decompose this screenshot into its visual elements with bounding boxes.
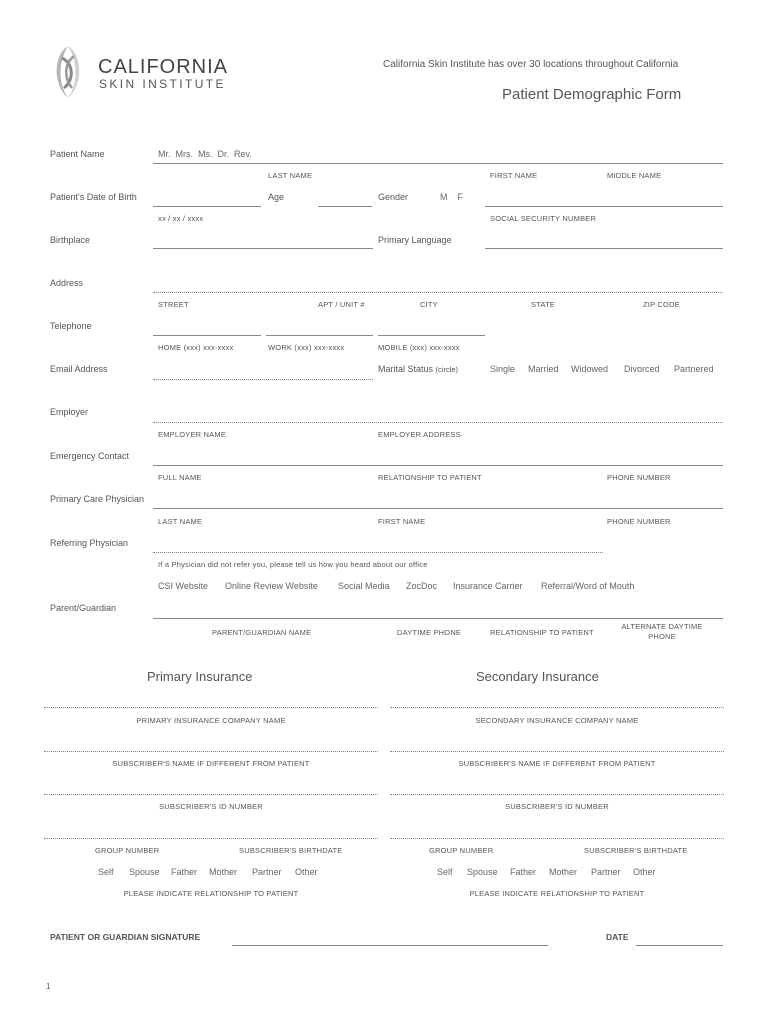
marital-label-text: Marital Status [378,364,434,374]
full-name-caption: FULL NAME [158,473,202,482]
ssn-line[interactable] [485,206,723,207]
page-number: 1 [46,982,51,991]
pcp-phone-caption: PHONE NUMBER [607,517,671,526]
emergency-line[interactable] [153,465,723,466]
pcp-line[interactable] [153,508,723,509]
alt-phone-caption-line1: ALTERNATE DAYTIME [621,622,703,631]
language-label: Primary Language [378,235,452,245]
marital-single[interactable]: Single [490,364,516,374]
secondary-insurance-title: Secondary Insurance [476,669,599,684]
zip-caption: ZIP CODE [643,300,680,309]
referral-online-review[interactable]: Online Review Website [225,581,318,591]
signature-label: PATIENT OR GUARDIAN SIGNATURE [50,932,201,942]
alt-phone-caption [612,622,712,642]
language-line[interactable] [485,248,723,249]
city-caption: CITY [420,300,438,309]
secondary-relation-mother[interactable]: Mother [549,867,578,877]
referral-social-media[interactable]: Social Media [338,581,390,591]
street-caption: STREET [158,300,189,309]
work-phone-caption: WORK (xxx) xxx-xxxx [268,343,345,352]
mobile-phone-line[interactable] [378,335,485,336]
date-line[interactable] [636,945,723,946]
pcp-last-caption: LAST NAME [158,517,203,526]
alt-phone-caption-line2: PHONE [648,632,676,641]
secondary-relation-father[interactable]: Father [510,867,537,877]
patient-name-label: Patient Name [50,149,105,159]
primary-subscriber-name-caption: SUBSCRIBER'S NAME IF DIFFERENT FROM PATIENT [112,759,310,768]
secondary-birthdate-caption: SUBSCRIBER'S BIRTHDATE [584,846,688,855]
home-phone-line[interactable] [153,335,261,336]
referral-note: If a Physician did not refer you, please tell us how you heard about our office [158,560,428,569]
secondary-subscriber-id-line[interactable] [390,794,724,795]
patient-name-line[interactable] [153,163,723,164]
secondary-company-caption: SECONDARY INSURANCE COMPANY NAME [475,716,639,725]
primary-relation-other[interactable]: Other [295,867,318,877]
middle-name-caption: MIDDLE NAME [607,171,662,180]
state-caption: STATE [531,300,556,309]
brand-name: CALIFORNIA [98,56,229,78]
date-label: DATE [606,932,629,942]
address-line[interactable] [153,292,723,293]
primary-group-caption: GROUP NUMBER [95,846,160,855]
apt-caption: APT / UNIT # [318,300,365,309]
primary-relation-note: PLEASE INDICATE RELATIONSHIP TO PATIENT [123,889,299,898]
gender-label: Gender [378,192,409,202]
address-label: Address [50,278,84,288]
secondary-relation-self[interactable]: Self [437,867,453,877]
primary-group-line[interactable] [44,838,378,839]
primary-relation-father[interactable]: Father [171,867,198,877]
guardian-label: Parent/Guardian [50,603,117,613]
secondary-subscriber-name-caption: SUBSCRIBER'S NAME IF DIFFERENT FROM PATIENT [458,759,656,768]
marital-divorced[interactable]: Divorced [624,364,660,374]
birthplace-line[interactable] [153,248,373,249]
email-line[interactable] [153,379,373,380]
work-phone-line[interactable] [266,335,373,336]
guardian-relationship-caption: RELATIONSHIP TO PATIENT [490,628,594,637]
referring-line[interactable] [153,552,603,553]
first-name-caption: FIRST NAME [490,171,538,180]
primary-relation-partner[interactable]: Partner [252,867,282,877]
emergency-label: Emergency Contact [50,451,130,461]
referral-zocdoc[interactable]: ZocDoc [406,581,438,591]
referral-insurance-carrier[interactable]: Insurance Carrier [453,581,523,591]
employer-address-caption: EMPLOYER ADDRESS [378,430,461,439]
mobile-phone-caption: MOBILE (xxx) xxx-xxxx [378,343,460,352]
secondary-group-caption: GROUP NUMBER [429,846,494,855]
ssn-caption: SOCIAL SECURITY NUMBER [490,214,597,223]
primary-relation-spouse[interactable]: Spouse [129,867,160,877]
telephone-label: Telephone [50,321,92,331]
secondary-subscriber-name-line[interactable] [390,751,724,752]
home-phone-caption: HOME (xxx) xxx-xxxx [158,343,234,352]
referral-word-of-mouth[interactable]: Referral/Word of Mouth [541,581,635,591]
primary-subscriber-id-line[interactable] [44,794,378,795]
primary-insurance-title: Primary Insurance [147,669,253,684]
logo [44,44,92,100]
secondary-group-line[interactable] [390,838,724,839]
dob-line[interactable] [153,206,261,207]
marital-hint: (circle) [435,365,459,374]
marital-married[interactable]: Married [528,364,559,374]
brand-subname: SKIN INSTITUTE [99,77,226,91]
gender-options[interactable]: M F [440,192,463,202]
form-title: Patient Demographic Form [502,86,682,103]
secondary-relation-note: PLEASE INDICATE RELATIONSHIP TO PATIENT [469,889,645,898]
secondary-relation-spouse[interactable]: Spouse [467,867,498,877]
last-name-caption: LAST NAME [268,171,313,180]
primary-relation-mother[interactable]: Mother [209,867,238,877]
employer-line[interactable] [153,422,723,423]
marital-label [378,364,458,374]
secondary-subscriber-id-caption: SUBSCRIBER'S ID NUMBER [505,802,609,811]
swirl-logo-icon [44,44,92,100]
secondary-relation-partner[interactable]: Partner [591,867,621,877]
phone-number-caption: PHONE NUMBER [607,473,671,482]
title-options[interactable]: Mr. Mrs. Ms. Dr. Rev. [158,149,252,159]
primary-birthdate-caption: SUBSCRIBER'S BIRTHDATE [239,846,343,855]
primary-subscriber-name-line[interactable] [44,751,378,752]
marital-widowed[interactable]: Widowed [571,364,609,374]
employer-label: Employer [50,407,89,417]
primary-relation-self[interactable]: Self [98,867,114,877]
primary-subscriber-id-caption: SUBSCRIBER'S ID NUMBER [159,802,263,811]
referring-label: Referring Physician [50,538,129,548]
signature-line[interactable] [232,945,548,946]
referral-csi-website[interactable]: CSI Website [158,581,208,591]
dob-format-caption: xx / xx / xxxx [158,214,204,223]
pcp-first-caption: FIRST NAME [378,517,426,526]
relationship-caption: RELATIONSHIP TO PATIENT [378,473,482,482]
pcp-label: Primary Care Physician [50,494,145,504]
guardian-name-caption: PARENT/GUARDIAN NAME [212,628,312,637]
primary-company-line[interactable] [44,707,378,708]
dob-label: Patient's Date of Birth [50,192,137,202]
primary-company-caption: PRIMARY INSURANCE COMPANY NAME [136,716,286,725]
age-line[interactable] [318,206,372,207]
daytime-phone-caption: DAYTIME PHONE [397,628,462,637]
guardian-line[interactable] [153,618,723,619]
marital-partnered[interactable]: Partnered [674,364,714,374]
tagline: California Skin Institute has over 30 locations throughout California [383,59,679,70]
employer-name-caption: EMPLOYER NAME [158,430,227,439]
birthplace-label: Birthplace [50,235,91,245]
age-label: Age [268,192,285,202]
email-label: Email Address [50,364,108,374]
secondary-relation-other[interactable]: Other [633,867,656,877]
secondary-company-line[interactable] [390,707,724,708]
